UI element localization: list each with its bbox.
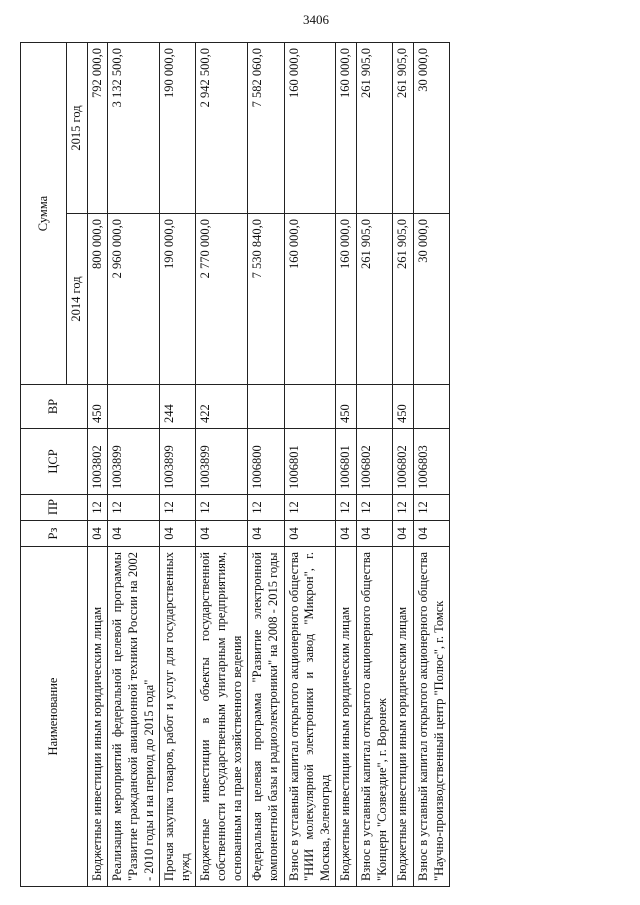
table-row [248, 43, 284, 887]
header-rz: Рз [21, 521, 88, 547]
budget-table [20, 42, 450, 887]
header-csr: ЦСР [21, 429, 88, 495]
cell-name: Реализация мероприятий федеральной целевой программы "Развитие гражданской авиационной техники России на 2002 - 2010 годы и на период до 2015 года" [108, 547, 160, 887]
cell-csr: 1003899 [196, 429, 248, 495]
cell-pr: 12 [160, 495, 196, 521]
cell-2014: 261 905,0 [393, 214, 414, 385]
cell-name: Бюджетные инвестиции иным юридическим лицам [87, 547, 108, 887]
cell-2014: 800 000,0 [87, 214, 108, 385]
cell-2015: 792 000,0 [87, 43, 108, 214]
cell-2014: 190 000,0 [160, 214, 196, 385]
cell-pr: 12 [108, 495, 160, 521]
cell-2014: 261 905,0 [357, 214, 393, 385]
cell-pr: 12 [284, 495, 336, 521]
cell-2015: 2 942 500,0 [196, 43, 248, 214]
cell-rz: 04 [336, 521, 357, 547]
cell-vr [248, 385, 284, 429]
cell-pr: 12 [357, 495, 393, 521]
cell-2014: 2 960 000,0 [108, 214, 160, 385]
rotated-page-content [20, 43, 600, 887]
cell-csr: 1006802 [393, 429, 414, 495]
cell-2015: 160 000,0 [284, 43, 336, 214]
table-body [87, 43, 450, 887]
table-row [393, 43, 414, 887]
cell-rz: 04 [87, 521, 108, 547]
cell-name: Федеральная целевая программа "Развитие электронной компонентной базы и радиоэлектроники" на 2008 - 2015 годы [248, 547, 284, 887]
cell-rz: 04 [196, 521, 248, 547]
table-row [284, 43, 336, 887]
cell-2014: 160 000,0 [284, 214, 336, 385]
cell-2015: 3 132 500,0 [108, 43, 160, 214]
cell-pr: 12 [413, 495, 449, 521]
cell-vr [413, 385, 449, 429]
cell-name: Бюджетные инвестиции в объекты государственной собственности государственным унитарным предприятиям, основанным на праве хозяйственного ведения [196, 547, 248, 887]
cell-vr: 450 [393, 385, 414, 429]
cell-pr: 12 [336, 495, 357, 521]
cell-2015: 190 000,0 [160, 43, 196, 214]
table-header-row [21, 43, 67, 887]
cell-name: Прочая закупка товаров, работ и услуг для государственных нужд [160, 547, 196, 887]
cell-2015: 30 000,0 [413, 43, 449, 214]
cell-vr: 450 [87, 385, 108, 429]
header-2014: 2014 год [67, 214, 88, 385]
cell-rz: 04 [248, 521, 284, 547]
table-row [413, 43, 449, 887]
cell-vr [108, 385, 160, 429]
cell-2014: 160 000,0 [336, 214, 357, 385]
cell-2015: 261 905,0 [393, 43, 414, 214]
cell-vr [284, 385, 336, 429]
cell-name: Взнос в уставный капитал открытого акционерного общества "Концерн "Созвездие", г. Воронеж [357, 547, 393, 887]
cell-2014: 7 530 840,0 [248, 214, 284, 385]
cell-rz: 04 [108, 521, 160, 547]
header-vr: ВР [21, 385, 88, 429]
cell-rz: 04 [357, 521, 393, 547]
table-row [108, 43, 160, 887]
cell-2015: 160 000,0 [336, 43, 357, 214]
cell-csr: 1006802 [357, 429, 393, 495]
cell-name: Взнос в уставный капитал открытого акционерного общества "НИИ молекулярной электроники и завод "Микрон", г. Москва, Зеленоград [284, 547, 336, 887]
table-row [336, 43, 357, 887]
header-pr: ПР [21, 495, 88, 521]
cell-pr: 12 [87, 495, 108, 521]
cell-csr: 1006801 [284, 429, 336, 495]
cell-2014: 30 000,0 [413, 214, 449, 385]
cell-rz: 04 [160, 521, 196, 547]
cell-vr: 450 [336, 385, 357, 429]
header-2015: 2015 год [67, 43, 88, 214]
cell-name: Взнос в уставный капитал открытого акционерного общества "Научно-производственный центр "Полюс", г. Томск [413, 547, 449, 887]
cell-csr: 1006803 [413, 429, 449, 495]
table-row [357, 43, 393, 887]
header-sum: Сумма [21, 43, 67, 385]
cell-rz: 04 [393, 521, 414, 547]
cell-vr: 422 [196, 385, 248, 429]
cell-csr: 1003802 [87, 429, 108, 495]
cell-pr: 12 [196, 495, 248, 521]
table-row [87, 43, 108, 887]
cell-pr: 12 [248, 495, 284, 521]
cell-rz: 04 [284, 521, 336, 547]
cell-2015: 261 905,0 [357, 43, 393, 214]
cell-rz: 04 [413, 521, 449, 547]
cell-csr: 1003899 [108, 429, 160, 495]
cell-csr: 1003899 [160, 429, 196, 495]
cell-name: Бюджетные инвестиции иным юридическим лицам [393, 547, 414, 887]
cell-csr: 1006800 [248, 429, 284, 495]
header-name: Наименование [21, 547, 88, 887]
cell-vr [357, 385, 393, 429]
page-number: 3406 [303, 12, 329, 27]
table-row [160, 43, 196, 887]
table-row [196, 43, 248, 887]
cell-pr: 12 [393, 495, 414, 521]
cell-csr: 1006801 [336, 429, 357, 495]
cell-vr: 244 [160, 385, 196, 429]
cell-2015: 7 582 060,0 [248, 43, 284, 214]
cell-name: Бюджетные инвестиции иным юридическим лицам [336, 547, 357, 887]
cell-2014: 2 770 000,0 [196, 214, 248, 385]
